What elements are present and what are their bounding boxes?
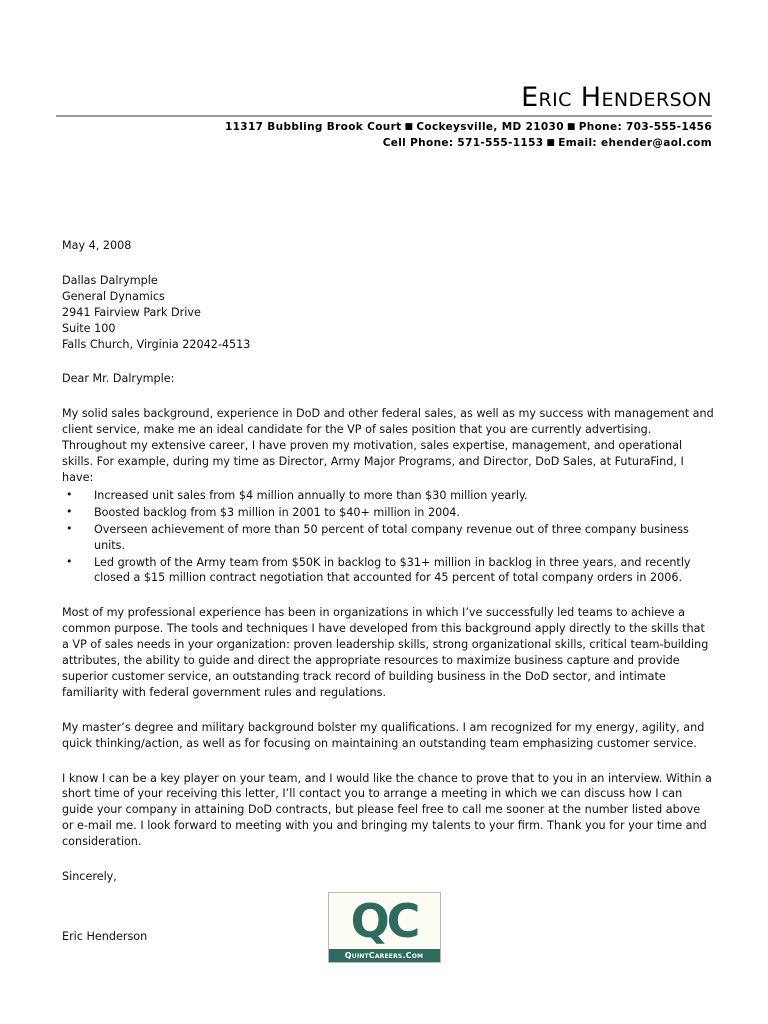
list-item: • Led growth of the Army team from $50K in backlog to $31+ million in backlog in three years, and recently closed a $15 million contract negotiation that accounted for 45 percent of total company orders in 2006. [62,555,714,587]
contact-info [56,120,712,150]
list-item: • Overseen achievement of more than 50 percent of total company revenue out of three company business units. [62,522,714,554]
quintcareers-logo [328,892,441,963]
achievements-list [62,488,714,586]
recipient-address-block [62,273,714,353]
recipient-street: 2941 Fairview Park Drive [62,305,201,319]
letterhead-name: Eric Henderson [521,82,712,113]
quintcareers-monogram-icon: QC [350,894,418,948]
contact-line-address [56,120,712,135]
contact-email: Email: ehender@aol.com [558,136,712,149]
contact-line-cell-email [56,136,712,151]
contact-city: Cockeysville, MD 21030 [416,121,564,134]
signature-name: Eric Henderson [62,930,148,943]
closing-salutation: Sincerely, [62,870,117,884]
logo-band-text: QuintCareers.Com [344,951,424,960]
footer-logo-container [0,892,768,963]
letter-date: May 4, 2008 [62,239,132,252]
separator-square-icon: ■ [566,122,576,133]
contact-phone: Phone: 703-555-1456 [578,121,712,134]
separator-square-icon: ■ [546,137,556,148]
paragraph-4: I know I can be a key player on your team, and I would like the chance to prove that to you in an interview. Within a short time of your receiving this letter, I’ll contact you to arrange a meeting in which we can discuss how I can guide your company in attaining DoD contracts, but please feel free to call me sooner at the number listed above or e-mail me. I look forward to meeting with you and bringing my talents to your firm. Thank you for your time and consideration. [62,771,712,849]
recipient-company: General Dynamics [62,289,165,303]
list-item: • Boosted backlog from $3 million in 2001 to $40+ million in 2004. [62,505,714,521]
recipient-name: Dallas Dalrymple [62,273,158,287]
recipient-suite: Suite 100 [62,321,116,335]
recipient-city-state-zip: Falls Church, Virginia 22042-4513 [62,337,251,351]
contact-cell-phone: Cell Phone: 571-555-1153 [382,136,544,149]
letter-body [62,238,714,948]
logo-band [329,949,440,962]
letterhead-divider [56,115,712,117]
list-item: • Increased unit sales from $4 million annually to more than $30 million yearly. [62,488,714,504]
salutation: Dear Mr. Dalrymple: [62,372,175,386]
letterhead [56,84,712,151]
separator-square-icon: ■ [404,122,414,133]
paragraph-1: My solid sales background, experience in DoD and other federal sales, as well as my success with management and client service, make me an ideal candidate for the VP of sales position that you are currently advertising. Throughout my extensive career, I have proven my motivation, sales expertise, management, and operational skills. For example, during my time as Director, Army Major Programs, and Director, DoD Sales, at FuturaFind, I have: [62,407,714,484]
paragraph-2: Most of my professional experience has been in organizations in which I’ve successfully led teams to achieve a common purpose. The tools and techniques I have developed from this background apply directly to the skills that a VP of sales needs in your organization: proven leadership skills, strong organizational skills, critical team-building attributes, the ability to guide and direct the appropriate resources to maximize business capture and provide superior customer service, an outstanding track record of building business in the DoD sector, and intimate familiarity with federal government rules and regulations. [62,606,709,699]
paragraph-3: My master’s degree and military background bolster my qualifications. I am recognized for my energy, agility, and quick thinking/action, as well as for focusing on maintaining an outstanding team emphasizing customer service. [62,720,705,750]
contact-street: 11317 Bubbling Brook Court [225,121,402,134]
